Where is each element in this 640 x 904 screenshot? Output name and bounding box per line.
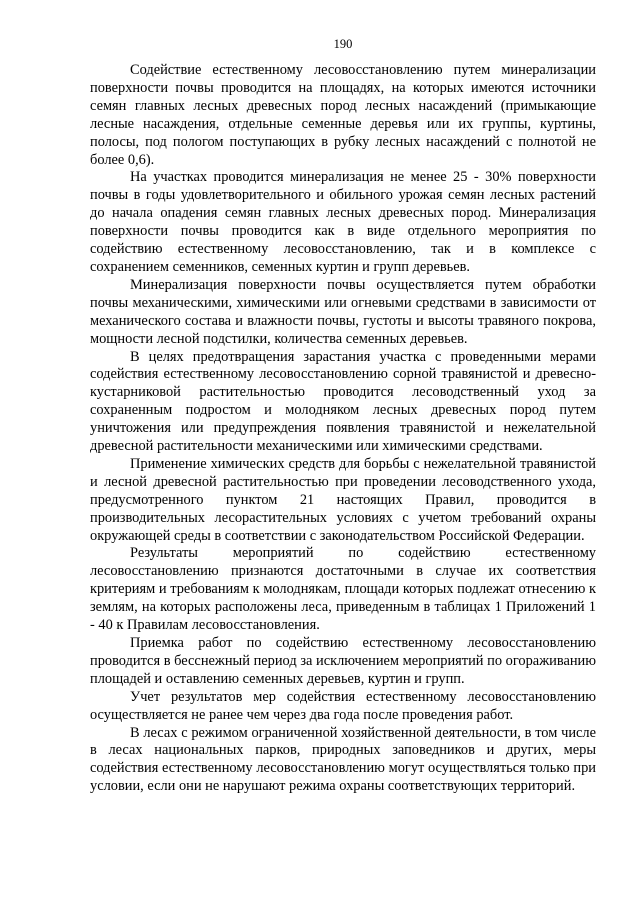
document-page <box>90 36 596 796</box>
paragraph-overgrowth-prevention: В целях предотвращения зарастания участка с проведенными мерами содействия естественному лесовосстановлению сорной травянистой и древесно-кустарниковой растительностью проводится лесоводственный уход за сохраненным подростом и молодняком лесных древесных пород путем уничтожения или предупреждения появления травянистой и нежелательной древесной растительности механическими или химическими средствами. <box>90 348 596 455</box>
paragraph-mineralization-methods: Минерализация поверхности почвы осуществляется путем обработки почвы механическими, химическими или огневыми средствами в зависимости от механического состава и влажности почвы, густоты и высоты травяного покрова, мощности лесной подстилки, количества семенных деревьев. <box>90 276 596 347</box>
paragraph-restricted-forests: В лесах с режимом ограниченной хозяйственной деятельности, в том числе в лесах национальных парков, природных заповедников и других, меры содействия естественному лесовосстановлению могут осуществляться только при условии, если они не нарушают режима охраны соответствующих территорий. <box>90 724 596 795</box>
page-number: 190 <box>333 37 353 51</box>
paragraph-mineralization-intro: Содействие естественному лесовосстановлению путем минерализации поверхности почвы проводится на площадях, на которых имеются источники семян главных лесных древесных пород лесных насаждений (примыкающие лесные насаждения, отдельные семенные деревья или их группы, куртины, полосы, под пологом поступающих в рубку лесных насаждений с полнотой не более 0,6). <box>90 62 596 168</box>
paragraph-work-acceptance: Приемка работ по содействию естественному лесовосстановлению проводится в бесснежный период за исключением мероприятий по огораживанию площадей и оставлению семенных деревьев, куртин и групп. <box>90 635 596 687</box>
paragraph-mineralization-extent: На участках проводится минерализация не менее 25 - 30% поверхности почвы в годы удовлетворительного и обильного урожая семян лесных растений до начала опадения семян главных лесных древесных пород. Минерализация поверхности почвы проводится как в виде отдельного мероприятия по содействию естественному лесовосстановлению, так и в комплексе с сохранением семенников, семенных куртин и групп деревьев. <box>90 169 596 275</box>
paragraph-results-accounting: Учет результатов мер содействия естественному лесовосстановлению осуществляется не ранее чем через два года после проведения работ. <box>90 688 596 723</box>
paragraph-results-criteria: Результаты мероприятий по содействию естественному лесовосстановлению признаются достаточными в случае их соответствия критериям и требованиям к молоднякам, площади которых подлежат отнесению к землям, на которых расположены леса, приведенным в таблицах 1 Приложений 1 - 40 к Правилам лесовосстановления. <box>90 545 596 634</box>
paragraph-chemical-means: Применение химических средств для борьбы с нежелательной травянистой и лесной древесной растительностью при проведении лесоводственного ухода, предусмотренного пунктом 21 настоящих Правил, проводится в производительных лесорастительных условиях с учетом требований охраны окружающей среды в соответствии с законодательством Российской Федерации. <box>90 455 596 544</box>
